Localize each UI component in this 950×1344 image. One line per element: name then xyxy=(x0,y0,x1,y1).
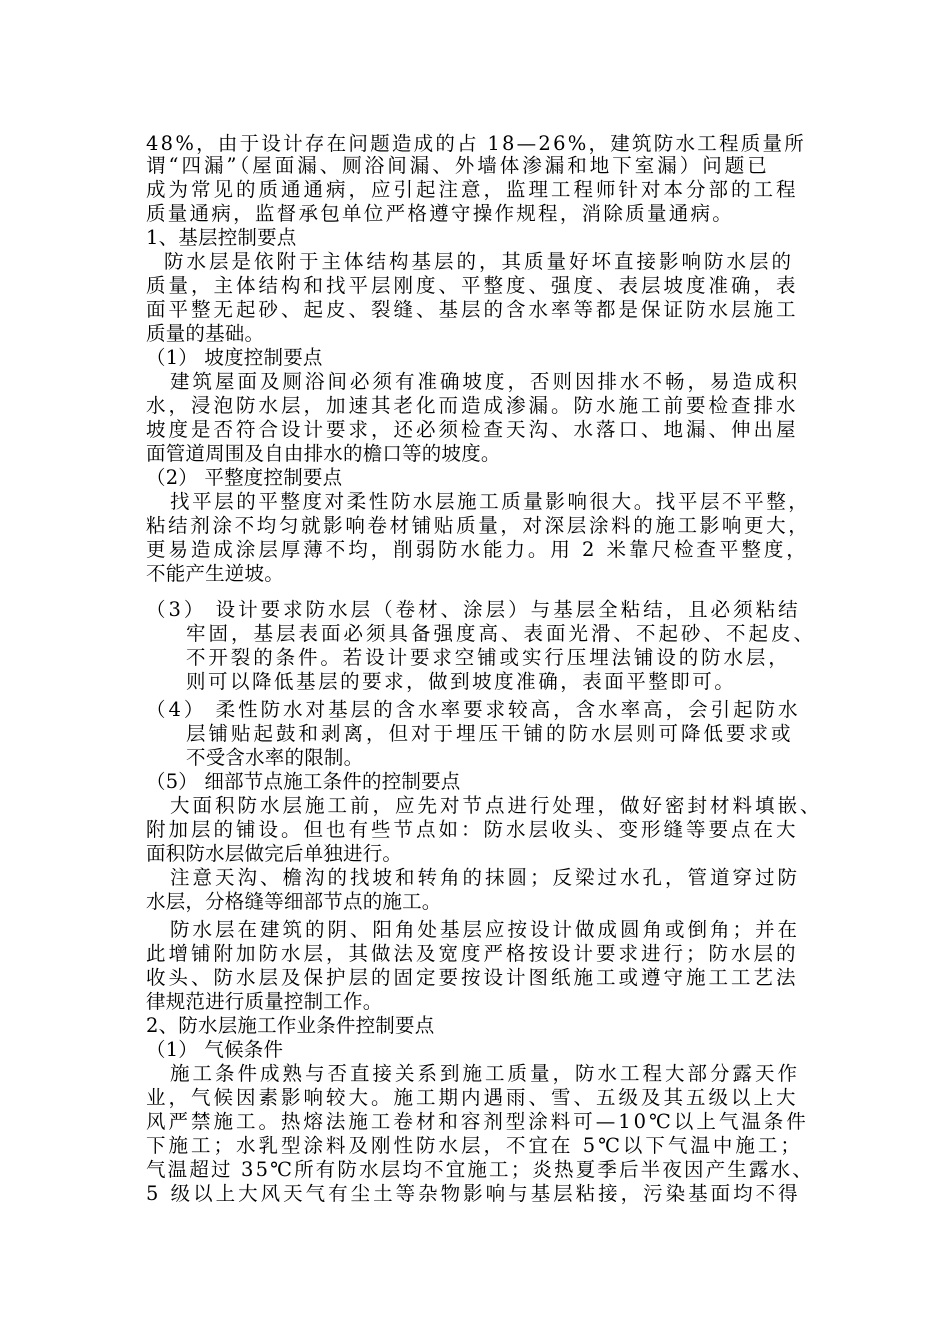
text-line: 更易造成涂层厚薄不均，削弱防水能力。用 2 米靠尺检查平整度， xyxy=(146,538,809,561)
text-line: 律规范进行质量控制工作。 xyxy=(146,990,383,1013)
text-line: 施工条件成熟与否直接关系到施工质量，防水工程大部分露天作 xyxy=(170,1062,801,1085)
text-line: 业，气候因素影响较大。施工期内遇雨、雪、五级及其五级以上大 xyxy=(146,1086,799,1109)
text-line: （4） 柔性防水对基层的含水率要求较高，含水率高，会引起防水 xyxy=(146,698,801,721)
text-line: 5 级以上大风天气有尘土等杂物影响与基层粘接，污染基面均不得 xyxy=(146,1182,801,1205)
text-line: 面积防水层做完后单独进行。 xyxy=(146,842,403,865)
text-line: （1） 气候条件 xyxy=(146,1038,284,1061)
text-line: 水，浸泡防水层，加速其老化而造成渗漏。防水施工前要检查排水 xyxy=(146,394,799,417)
text-line: （1） 坡度控制要点 xyxy=(146,346,323,369)
text-line: 下施工；水乳型涂料及刚性防水层，不宜在 5℃以下气温中施工； xyxy=(146,1134,803,1157)
text-line: 面管道周围及自由排水的檐口等的坡度。 xyxy=(146,442,501,465)
text-line: 1、基层控制要点 xyxy=(146,226,297,249)
text-line: （3） 设计要求防水层（卷材、涂层）与基层全粘结，且必须粘结 xyxy=(146,598,801,621)
text-line: 牢固，基层表面必须具备强度高、表面光滑、不起砂、不起皮、 xyxy=(186,622,817,645)
text-line: 成为常见的质通通病，应引起注意，监理工程师针对本分部的工程 xyxy=(146,178,799,201)
text-line: 粘结剂涂不均匀就影响卷材铺贴质量，对深层涂料的施工影响更大， xyxy=(146,514,811,537)
text-line: 48%，由于设计存在问题造成的占 18—26%，建筑防水工程质量所 xyxy=(146,132,807,155)
text-line: 质量通病，监督承包单位严格遵守操作规程，消除质量通病。 xyxy=(146,202,735,225)
text-line: 建筑屋面及厕浴间必须有准确坡度，否则因排水不畅，易造成积 xyxy=(170,370,801,393)
text-line: 质量，主体结构和找平层刚度、平整度、强度、表层坡度准确，表 xyxy=(146,274,799,297)
text-line: 不开裂的条件。若设计要求空铺或实行压埋法铺设的防水层， xyxy=(186,646,791,669)
text-line: 层铺贴起鼓和剥离，但对于埋压干铺的防水层则可降低要求或 xyxy=(186,722,794,745)
text-line: 此增铺附加防水层，其做法及宽度严格按设计要求进行；防水层的 xyxy=(146,942,799,965)
text-line: 附加层的铺设。但也有些节点如：防水层收头、变形缝等要点在大 xyxy=(146,818,799,841)
text-line: 质量的基础。 xyxy=(146,322,265,345)
text-line: 大面积防水层施工前，应先对节点进行处理，做好密封材料填嵌、 xyxy=(170,794,823,817)
text-line: 谓“四漏”（屋面漏、厕浴间漏、外墙体渗漏和地下室漏）问题已 xyxy=(146,154,770,177)
text-line: 注意天沟、檐沟的找坡和转角的抹圆；反梁过水孔，管道穿过防 xyxy=(170,866,801,889)
text-line: 面平整无起砂、起皮、裂缝、基层的含水率等都是保证防水层施工 xyxy=(146,298,799,321)
text-line: 找平层的平整度对柔性防水层施工质量影响很大。找平层不平整， xyxy=(170,490,811,513)
text-line: 防水层在建筑的阴、阳角处基层应按设计做成圆角或倒角；并在 xyxy=(170,918,801,941)
text-line: 防水层是依附于主体结构基层的，其质量好坏直接影响防水层的 xyxy=(164,250,795,273)
text-line: 坡度是否符合设计要求，还必须检查天沟、水落口、地漏、伸出屋 xyxy=(146,418,799,441)
text-line: 不能产生逆坡。 xyxy=(146,562,284,585)
text-line: 则可以降低基层的要求，做到坡度准确，表面平整即可。 xyxy=(186,670,737,693)
text-line: 不受含水率的限制。 xyxy=(186,746,364,769)
text-line: 2、防水层施工作业条件控制要点 xyxy=(146,1014,435,1037)
text-line: 气温超过 35℃所有防水层均不宜施工；炎热夏季后半夜因产生露水、 xyxy=(146,1158,814,1181)
text-line: 水层，分格缝等细部节点的施工。 xyxy=(146,890,442,913)
text-line: 风严禁施工。热熔法施工卷材和容剂型涂料可—10℃以上气温条件 xyxy=(146,1110,809,1133)
text-line: （2） 平整度控制要点 xyxy=(146,466,343,489)
text-line: （5） 细部节点施工条件的控制要点 xyxy=(146,770,461,793)
text-line: 收头、防水层及保护层的固定要按设计图纸施工或遵守施工工艺法 xyxy=(146,966,799,989)
